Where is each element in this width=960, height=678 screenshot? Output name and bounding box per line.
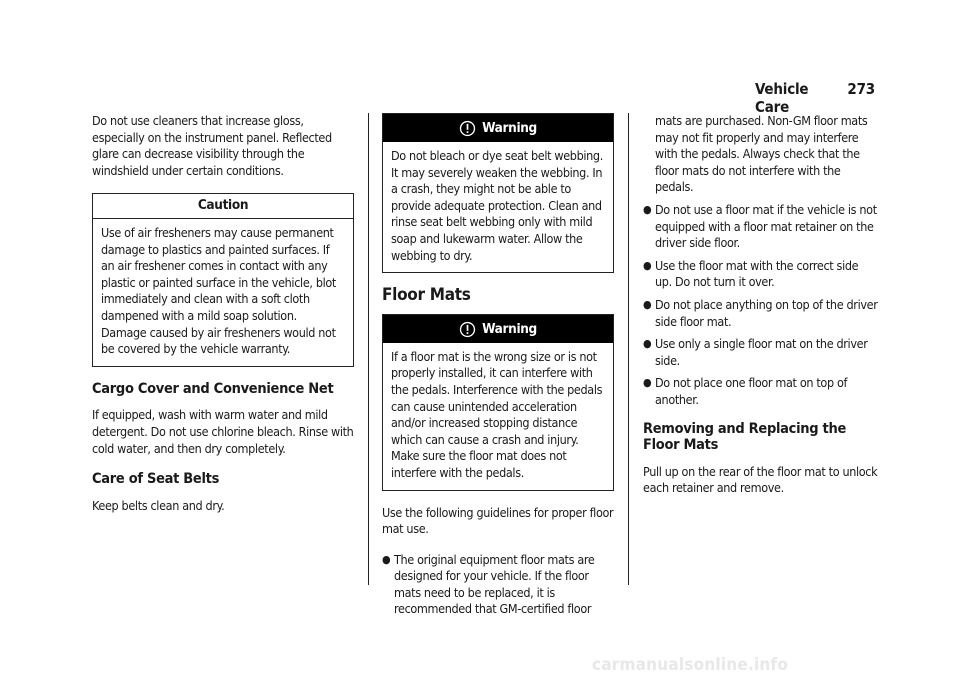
list-item (643, 258, 878, 291)
warning-body: If a floor mat is the wrong size or is not properly installed, it can interfere with the pedals. Interference with the pedals can cause unintended acceleration and/or increased stopping distance which can cause a crash and injury. Make sure the floor mat does not interfere with the pedals. (391, 348, 603, 480)
guidelines-list-continued (643, 202, 878, 409)
watermark: carmanualsonline.info (592, 655, 789, 675)
list-item-text: Use the floor mat with the correct side up. Do not turn it over. (655, 257, 859, 290)
list-item (643, 336, 878, 369)
list-item (643, 375, 878, 408)
warning-body: Do not bleach or dye seat belt webbing. It may severely weaken the webbing. In a crash, they might not be able to provide adequate protection. Clean and rinse seat belt webbing only with mild soap and lukewarm water. Allow the webbing to dry. (391, 148, 603, 263)
seat-belts-heading: Care of Seat Belts (92, 471, 220, 488)
list-item (643, 202, 878, 252)
list-item (643, 297, 878, 330)
removing-heading: Removing and Replacing the Floor Mats (643, 420, 847, 454)
guidelines-paragraph: Use the following guidelines for proper floor mat use. (382, 504, 614, 537)
warning-box-floor-mats (382, 314, 614, 491)
column-1 (92, 113, 354, 514)
bullet-icon: ● (643, 202, 652, 216)
removing-paragraph: Pull up on the rear of the floor mat to unlock each retainer and remove. (643, 463, 878, 496)
section-title: Vehicle Care (755, 80, 809, 116)
warning-box-seat-belts (382, 113, 614, 273)
intro-paragraph: Do not use cleaners that increase gloss, especially on the instrument panel. Reflected glare can decrease visibility through the windshield under certain conditions. (92, 113, 332, 178)
bullet-icon: ● (643, 337, 652, 351)
column-2 (382, 113, 614, 624)
guidelines-list (382, 552, 614, 618)
list-item-text: Do not use a floor mat if the vehicle is not equipped with a floor mat retainer on the driver side floor. (655, 201, 877, 251)
caution-title: Caution (93, 194, 353, 219)
list-item-text: Do not place one floor mat on top of another. (655, 375, 848, 407)
list-item-text: Do not place anything on top of the driver side floor mat. (655, 296, 878, 329)
warning-icon (459, 321, 476, 338)
warning-header (383, 315, 613, 343)
floor-mats-heading: Floor Mats (382, 285, 471, 306)
bullet-icon: ● (643, 297, 652, 311)
warning-header (383, 114, 613, 142)
caution-box (92, 193, 354, 366)
page-header (755, 80, 875, 116)
list-item-text: Use only a single floor mat on the driver side. (655, 336, 868, 368)
list-item (382, 552, 614, 618)
warning-title: Warning (482, 120, 537, 137)
warning-title: Warning (482, 320, 537, 337)
cargo-heading: Cargo Cover and Convenience Net (92, 380, 334, 397)
seat-belts-paragraph: Keep belts clean and dry. (92, 497, 225, 513)
list-item-continued: mats are purchased. Non-GM floor mats may not fit properly and may interfere with the pedals. Always check that the floor mats do not interfere with the pedals. (655, 113, 868, 195)
list-item-text: The original equipment floor mats are designed for your vehicle. If the floor mats need to be replaced, it is recommended that GM-certified floor (394, 551, 595, 617)
caution-body: Use of air fresheners may cause permanent damage to plastics and painted surfaces. If an air freshener comes in contact with any plastic or painted surface in the vehicle, blot immediately and clean with a soft cloth dampened with a mild soap solution. Damage caused by air fresheners would not be covered by the vehicle warranty. (101, 224, 336, 357)
page-number: 273 (847, 80, 875, 98)
bullet-icon: ● (643, 376, 652, 390)
bullet-icon: ● (643, 258, 652, 272)
column-divider (628, 113, 629, 585)
column-3 (643, 113, 878, 497)
column-divider (368, 113, 369, 585)
cargo-paragraph: If equipped, wash with warm water and mild detergent. Do not use chlorine bleach. Rinse with cold water, and then dry completely. (92, 407, 354, 456)
warning-icon (459, 120, 476, 137)
bullet-icon: ● (382, 552, 391, 566)
